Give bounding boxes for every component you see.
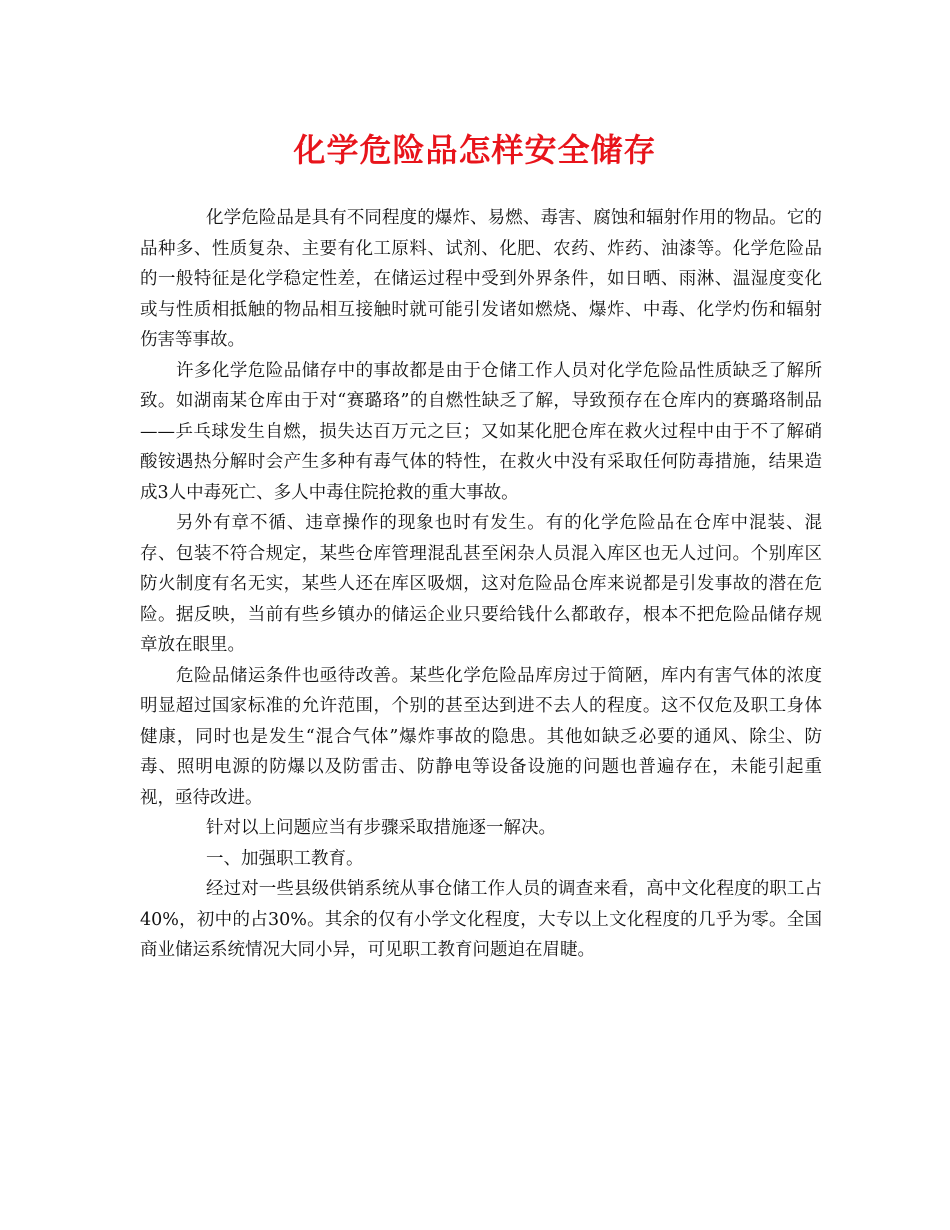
- paragraph-intro: 化学危险品是具有不同程度的爆炸、易燃、毒害、腐蚀和辐射作用的物品。它的品种多、性质复杂、主要有化工原料、试剂、化肥、农药、炸药、油漆等。化学危险品的一般特征是化学稳定性差，在储运过程中受到外界条件，如日晒、雨淋、温湿度变化或与性质相抵触的物品相互接触时就可能引发诸如燃烧、爆炸、中毒、化学灼伤和辐射伤害等事故。: [140, 208, 822, 350]
- paragraph-measures: 针对以上问题应当有步骤采取措施逐一解决。: [206, 818, 556, 838]
- document-title: 化学危险品怎样安全储存: [293, 131, 657, 169]
- paragraph-accidents: 许多化学危险品储存中的事故都是由于仓储工作人员对化学危险品性质缺乏了解所致。如湖南某仓库由于对“赛璐珞”的自燃性缺乏了解，导致预存在仓库内的赛璐珞制品——乒乓球发生自燃，损失达百万元之巨；又如某化肥仓库在救火过程中由于不了解硝酸铵遇热分解时会产生多种有毒气体的特性，在救火中没有采取任何防毒措施，结果造成3人中毒死亡、多人中毒住院抢救的重大事故。: [140, 360, 822, 503]
- section-heading-education: 一、加强职工教育。: [206, 848, 364, 869]
- paragraph-survey: 经过对一些县级供销系统从事仓储工作人员的调查来看，高中文化程度的职工占40%，初中的占30%。其余的仅有小学文化程度，大专以上文化程度的几乎为零。全国商业储运系统情况大同小异，可见职工教育问题迫在眉睫。: [140, 879, 822, 960]
- document-body: [140, 203, 822, 966]
- paragraph-violations: 另外有章不循、违章操作的现象也时有发生。有的化学危险品在仓库中混装、混存、包装不符合规定，某些仓库管理混乱甚至闲杂人员混入库区也无人过问。个别库区防火制度有名无实，某些人还在库区吸烟，这对危险品仓库来说都是引发事故的潜在危险。据反映，当前有些乡镇办的储运企业只要给钱什么都敢存，根本不把危险品储存规章放在眼里。: [140, 513, 822, 655]
- paragraph-conditions: 危险品储运条件也亟待改善。某些化学危险品库房过于简陋，库内有害气体的浓度明显超过国家标准的允许范围，个别的甚至达到进不去人的程度。这不仅危及职工身体健康，同时也是发生“混合气体”爆炸事故的隐患。其他如缺乏必要的通风、除尘、防毒、照明电源的防爆以及防雷击、防静电等设备设施的问题也普遍存在，未能引起重视，亟待改进。: [140, 665, 822, 808]
